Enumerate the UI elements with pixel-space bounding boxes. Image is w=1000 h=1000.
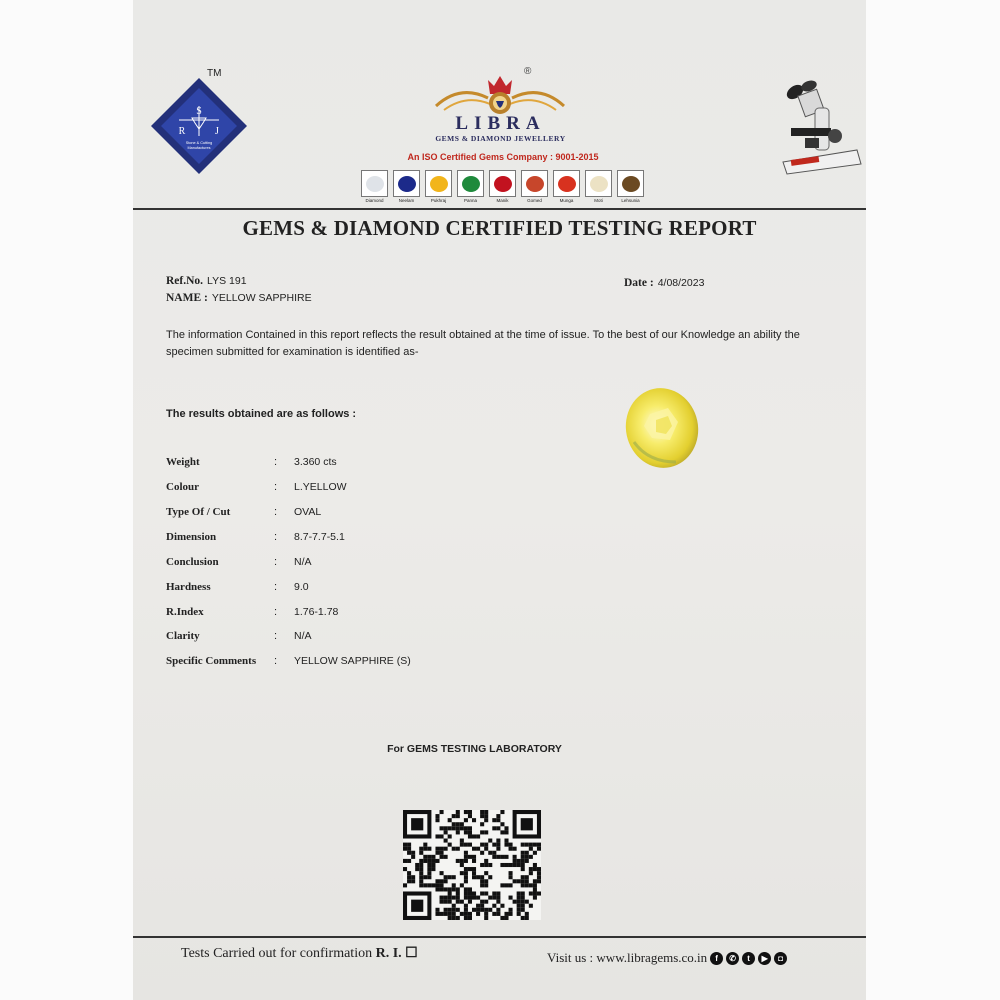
srj-tagline-2: Manufactures [187, 146, 211, 150]
gem-swatch [393, 170, 420, 197]
property-label: Dimension [166, 531, 217, 543]
iso-certification: An ISO Certified Gems Company : 9001-2015 [407, 152, 599, 162]
gem-item [551, 170, 582, 206]
gem-item [423, 170, 454, 206]
photo-background-right [866, 0, 1000, 1000]
gem-item [455, 170, 486, 206]
property-row [166, 478, 347, 496]
gem-label: Panna [463, 198, 477, 203]
gem-label: Diamond [365, 198, 384, 203]
property-row [166, 553, 312, 571]
header-divider [133, 208, 866, 210]
property-row [166, 603, 338, 621]
gem-item [615, 170, 646, 206]
srj-logo [149, 76, 249, 176]
youtube-icon: ▶ [758, 952, 771, 965]
gem-label: Neelam [398, 198, 415, 203]
date-value: 4/08/2023 [657, 277, 705, 289]
property-value: 1.76-1.78 [294, 606, 339, 618]
name-line [166, 292, 312, 304]
property-value: 3.360 cts [294, 456, 337, 468]
photo-background-left [0, 0, 133, 1000]
property-row [166, 652, 411, 670]
whatsapp-icon: ✆ [726, 952, 739, 965]
property-label: Specific Comments [166, 655, 257, 667]
twitter-icon: t [742, 952, 755, 965]
gem-item [391, 170, 422, 206]
srj-letter-r: R [178, 126, 186, 137]
property-value: YELLOW SAPPHIRE (S) [294, 655, 411, 667]
reference-line [166, 275, 247, 287]
property-label: Weight [166, 456, 200, 468]
gem-label: Gomed [527, 198, 542, 203]
gem-icon [622, 176, 640, 192]
gem-icon [462, 176, 480, 192]
gem-swatch [489, 170, 516, 197]
website-line [547, 950, 787, 966]
ref-value: LYS 191 [207, 275, 247, 287]
property-value: 8.7-7.7-5.1 [294, 531, 345, 543]
property-label: R.Index [166, 606, 204, 618]
laboratory-signature-line: For GEMS TESTING LABORATORY [387, 743, 562, 755]
gem-swatch [585, 170, 612, 197]
trademark-mark: TM [207, 68, 222, 79]
gem-icon [494, 176, 512, 192]
libra-brand-name: LIBRA [455, 113, 546, 134]
property-value: N/A [294, 556, 312, 568]
intro-paragraph: The information Contained in this report reflects the result obtained at the time of issue. To the best of our Knowledge an ability the specimen submitted for examination is identified as- [166, 329, 800, 358]
gem-strip [359, 170, 646, 206]
instagram-icon: ◘ [774, 952, 787, 965]
property-label: Hardness [166, 581, 211, 593]
property-colon: : [274, 556, 278, 568]
gem-item [583, 170, 614, 206]
property-value: N/A [294, 630, 312, 642]
property-row [166, 528, 345, 546]
gem-icon [558, 176, 576, 192]
gem-swatch [521, 170, 548, 197]
registered-mark: ® [524, 66, 532, 77]
property-colon: : [274, 655, 278, 667]
gem-item [519, 170, 550, 206]
date-line [624, 277, 704, 289]
results-heading: The results obtained are as follows : [166, 408, 357, 420]
property-colon: : [274, 606, 278, 618]
gem-label: Moti [594, 198, 603, 203]
gem-icon [430, 176, 448, 192]
property-colon: : [274, 481, 278, 493]
libra-crest-logo [430, 68, 570, 118]
property-row [166, 503, 321, 521]
facebook-icon: f [710, 952, 723, 965]
gem-swatch [617, 170, 644, 197]
report-title: GEMS & DIAMOND CERTIFIED TESTING REPORT [242, 216, 757, 240]
property-colon: : [274, 506, 278, 518]
gem-item [487, 170, 518, 206]
srj-letter-s: S [196, 106, 202, 117]
qr-code [403, 810, 541, 920]
name-label: NAME : [166, 292, 208, 304]
srj-letter-j: J [215, 126, 219, 137]
yellow-sapphire-image [620, 382, 704, 474]
property-colon: : [274, 581, 278, 593]
ref-label: Ref.No. [166, 275, 204, 287]
footer-divider [133, 936, 866, 938]
date-label: Date : [624, 277, 654, 289]
property-row [166, 578, 309, 596]
property-colon: : [274, 456, 278, 468]
property-row [166, 453, 337, 471]
property-label: Type Of / Cut [166, 506, 231, 518]
property-value: L.YELLOW [294, 481, 347, 493]
gem-label: Pukhraj [430, 198, 447, 203]
website-text: Visit us : www.libragems.co.in [547, 950, 708, 965]
gem-label: Manik [496, 198, 509, 203]
libra-subtitle: GEMS & DIAMOND JEWELLERY [435, 134, 566, 143]
tests-note [181, 945, 418, 962]
gem-icon [366, 176, 384, 192]
gem-swatch [425, 170, 452, 197]
property-value: OVAL [294, 506, 322, 518]
property-label: Clarity [166, 630, 200, 642]
gem-label: Lehsunia [621, 198, 640, 203]
gem-swatch [553, 170, 580, 197]
property-row [166, 627, 312, 645]
gem-swatch [457, 170, 484, 197]
property-colon: : [274, 531, 278, 543]
property-colon: : [274, 630, 278, 642]
name-value: YELLOW SAPPHIRE [211, 292, 312, 304]
srj-tagline-1: Stone & Cutting [185, 141, 213, 145]
gem-icon [590, 176, 608, 192]
gem-label: Munga [559, 198, 574, 203]
gem-swatch [361, 170, 388, 197]
microscope-icon [777, 78, 863, 176]
property-label: Conclusion [166, 556, 219, 568]
tests-code: R. I. ☐ [375, 946, 418, 961]
gem-icon [526, 176, 544, 192]
property-label: Colour [166, 481, 199, 493]
gem-item [359, 170, 390, 206]
property-value: 9.0 [294, 581, 309, 593]
certificate-sheet [133, 0, 866, 1000]
gem-icon [398, 176, 416, 192]
tests-text: Tests Carried out for confirmation [181, 946, 373, 961]
